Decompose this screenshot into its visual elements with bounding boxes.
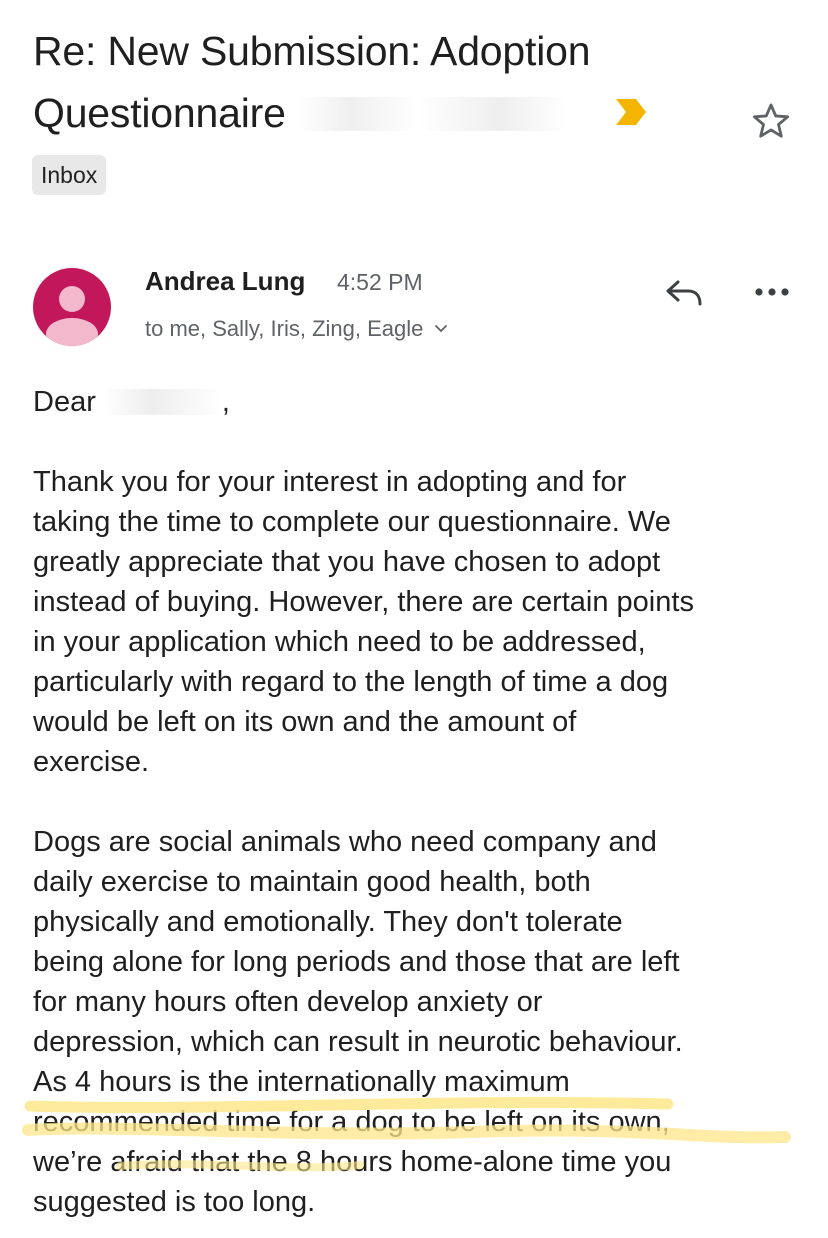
subject-line-1: Re: New Submission: Adoption: [33, 28, 591, 74]
paragraph-line: Dogs are social animals who need company and: [33, 826, 657, 858]
chevron-down-icon: [434, 324, 448, 334]
paragraph-line: in your application which need to be addressed,: [33, 626, 646, 658]
email-paragraph-1: [33, 462, 803, 782]
paragraph-line: being alone for long periods and those that are left: [33, 946, 680, 978]
paragraph-line: exercise.: [33, 746, 150, 778]
redacted-name-blur: [297, 97, 567, 131]
greeting-punctuation: ,: [221, 386, 230, 418]
more-options-icon[interactable]: [752, 282, 792, 302]
avatar[interactable]: [33, 268, 111, 346]
paragraph-line-highlighted: As 4 hours is the internationally maximum: [33, 1066, 570, 1098]
sender-name[interactable]: Andrea Lung: [145, 266, 306, 296]
paragraph-line: particularly with regard to the length of time a dog: [33, 666, 669, 698]
sent-time: 4:52 PM: [337, 269, 423, 295]
subject-line-2: [33, 82, 673, 144]
inbox-label-chip[interactable]: Inbox: [32, 155, 106, 195]
paragraph-line: would be left on its own and the amount of: [33, 706, 577, 738]
paragraph-line-highlighted: recommended time for a dog to be left on its own,: [33, 1106, 670, 1138]
email-subject: [33, 20, 673, 144]
important-marker-icon[interactable]: [614, 97, 648, 127]
paragraph-line: for many hours often develop anxiety or: [33, 986, 543, 1018]
paragraph-line: taking the time to complete our questionnaire. We: [33, 506, 671, 538]
paragraph-line: depression, which can result in neurotic behaviour.: [33, 1026, 683, 1058]
paragraph-line: instead of buying. However, there are certain points: [33, 586, 694, 618]
email-paragraph-2: [33, 822, 803, 1222]
recipients-toggle[interactable]: [145, 316, 448, 342]
redacted-recipient-blur: [104, 389, 222, 415]
recipients-text: to me, Sally, Iris, Zing, Eagle: [145, 316, 424, 341]
paragraph-line: physically and emotionally. They don't tolerate: [33, 906, 623, 938]
greeting-word: Dear: [33, 386, 96, 418]
reply-icon[interactable]: [664, 276, 704, 310]
paragraph-line: daily exercise to maintain good health, both: [33, 866, 591, 898]
email-greeting: [33, 382, 230, 422]
star-icon[interactable]: [750, 100, 792, 142]
paragraph-line: suggested is too long.: [33, 1186, 316, 1218]
subject-line-2-text: Questionnaire: [33, 90, 286, 136]
avatar-person-icon: [33, 268, 111, 346]
paragraph-line: Thank you for your interest in adopting and for: [33, 466, 627, 498]
paragraph-line: greatly appreciate that you have chosen to adopt: [33, 546, 661, 578]
paragraph-line: we’re afraid that the 8 hours home-alone time you: [33, 1146, 672, 1178]
